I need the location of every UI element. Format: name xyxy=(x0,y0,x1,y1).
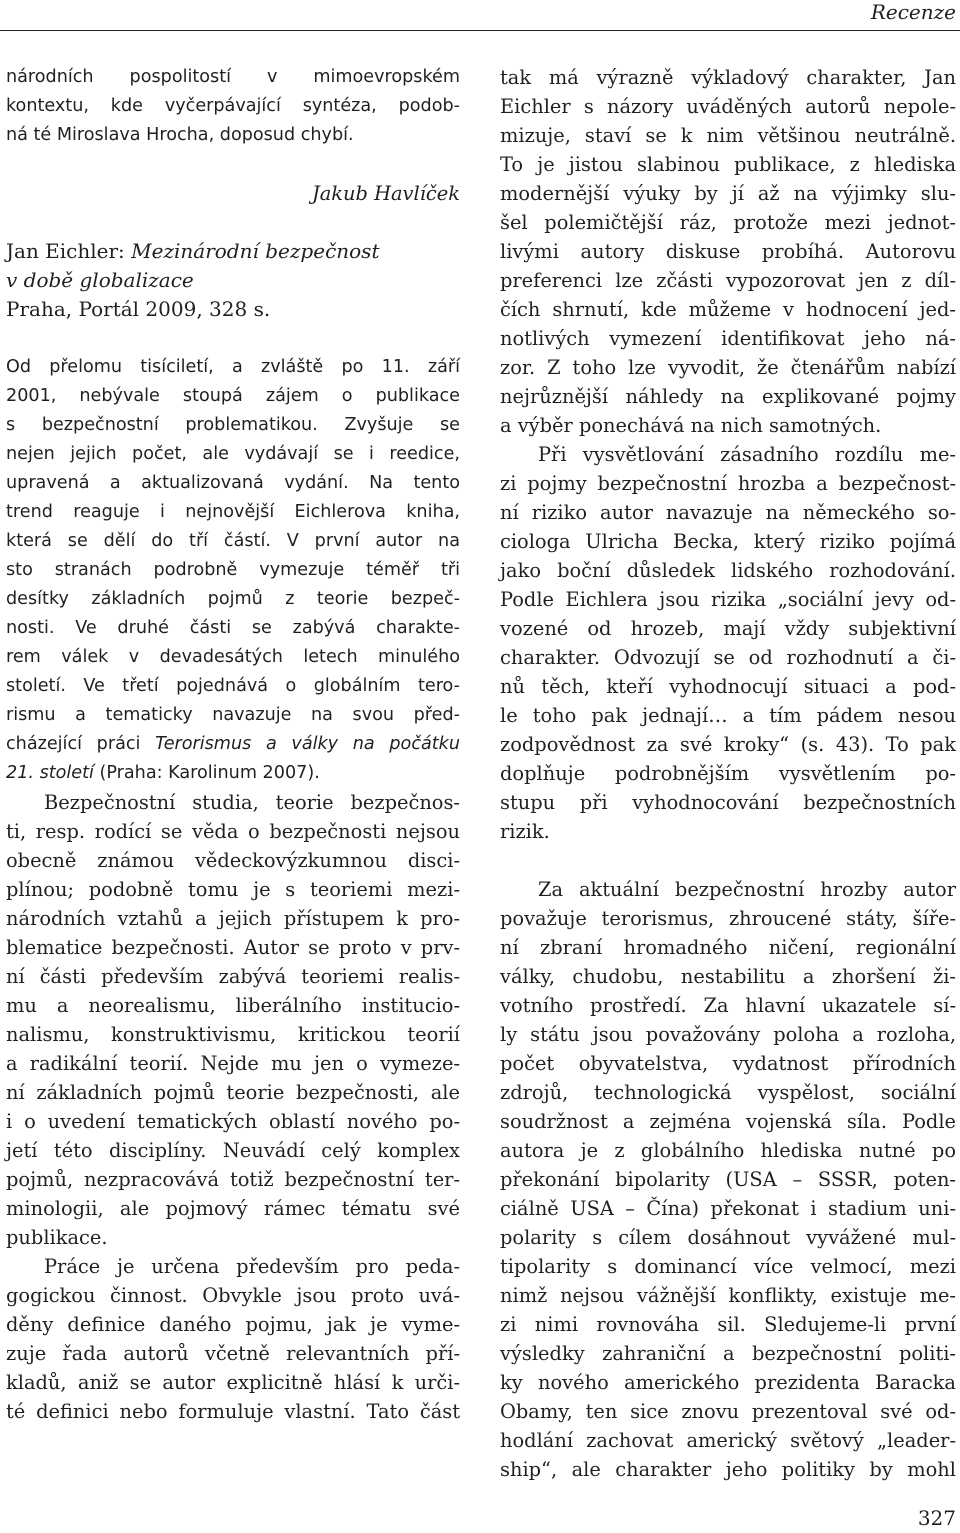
text-line: ná té Miroslava Hrocha, doposud chybí. xyxy=(6,125,354,145)
text-fragment: cházející práci xyxy=(6,734,141,754)
text-line: doplňuje podrobnějším vysvětlením po- xyxy=(500,762,956,785)
left-column xyxy=(6,63,460,1426)
text-line: minologii, ale pojmový rámec tématu své xyxy=(6,1197,460,1220)
text-line: kladů, aniž se autor explicitně hlásí k urči- xyxy=(6,1371,460,1394)
text-line xyxy=(6,759,460,788)
text-line: ky nového amerického prezidenta Baracka xyxy=(500,1371,956,1394)
text-line: šel polemičtější ráz, protože mezi jednot- xyxy=(500,211,956,234)
paragraph xyxy=(6,788,460,1252)
cited-title: Terorismus a války na počátku xyxy=(155,734,461,754)
paragraph xyxy=(6,353,460,788)
book-author-title xyxy=(6,237,460,266)
text-line: tipolarity s dominancí více velmocí, mezi xyxy=(500,1255,956,1278)
text-line: publikace. xyxy=(6,1226,108,1249)
text-line: votního prostředí. Za hlavní ukazatele sí- xyxy=(500,994,956,1017)
text-line: zi nimi rovnováha sil. Sledujeme-li první xyxy=(500,1313,956,1336)
text-line: rem válek v devadesátých letech minulého xyxy=(6,647,460,667)
text-line: zodpovědnost za své kroky“ (s. 43). To pak xyxy=(500,733,956,756)
text-line: a radikální teorií. Nejde mu jen o vymeze- xyxy=(6,1052,460,1075)
book-title-line1: Mezinárodní bezpečnost xyxy=(131,239,380,263)
page-number: 327 xyxy=(917,1506,956,1530)
text-line: té definici nebo formuluje vlastní. Tato část xyxy=(6,1400,460,1423)
text-line: blematice bezpečnosti. Autor se proto v prv- xyxy=(6,936,460,959)
text-line: považuje terorismus, zhroucené státy, šíře- xyxy=(500,907,956,930)
text-line: Eichler s názory uváděných autorů nepole- xyxy=(500,95,956,118)
paragraph xyxy=(500,875,956,1484)
text-line: ciologa Ulricha Becka, který riziko pojímá xyxy=(500,530,956,553)
text-line: desítky základních pojmů z teorie bezpeč- xyxy=(6,589,460,609)
text-line: nejrůznější náhledy na explikované pojmy xyxy=(500,385,956,408)
text-line: sto stranách podrobně vymezuje téměř tři xyxy=(6,560,460,580)
header-rule xyxy=(0,30,960,31)
text-line: národních vztahů a jejich přístupem k pro- xyxy=(6,907,460,930)
text-line: zi pojmy bezpečnostní hrozba a bezpečnost- xyxy=(500,472,956,495)
text-line: upravená a aktualizovaná vydání. Na tento xyxy=(6,473,460,493)
text-line: nimž nejsou vážnější konflikty, existuje me- xyxy=(500,1284,956,1307)
text-line: ní základních pojmů teorie bezpečnosti, ale xyxy=(6,1081,460,1104)
text-line: notlivých vymezení identifikovat jeho ná- xyxy=(500,327,956,350)
text-line: gogickou činnost. Obvykle jsou proto uvá- xyxy=(6,1284,460,1307)
text-line: Podle Eichlera jsou rizika „sociální jevy od- xyxy=(500,588,956,611)
text-line: ní riziko autor navazuje na německého so- xyxy=(500,501,956,524)
text-line: s bezpečnostní problematikou. Zvyšuje se xyxy=(6,415,460,435)
text-line: To je jistou slabinou publikace, z hlediska xyxy=(500,153,956,176)
text-line: čích shrnutí, kde můžeme v hodnocení jed- xyxy=(500,298,956,321)
text-line: zor. Z toho lze vyvodit, že čtenářům nabízí xyxy=(500,356,956,379)
text-line: zdrojů, technologická vyspělost, sociální xyxy=(500,1081,956,1104)
running-header-section: Recenze xyxy=(870,0,956,24)
text-line: národních pospolitostí v mimoevropském xyxy=(6,67,460,87)
text-line: Bezpečnostní studia, teorie bezpečnos- xyxy=(44,791,460,814)
text-line: která se dělí do tří částí. V první autor na xyxy=(6,531,460,551)
text-line: trend reaguje i nejnovější Eichlerova kniha, xyxy=(6,502,460,522)
paragraph xyxy=(500,63,956,440)
text-line: Za aktuální bezpečnostní hrozby autor xyxy=(538,878,956,901)
book-publication: Praha, Portál 2009, 328 s. xyxy=(6,297,271,321)
text-line: nalismu, konstruktivismu, kritickou teorií xyxy=(6,1023,460,1046)
text-line: 2001, nebývale stoupá zájem o publikace xyxy=(6,386,460,406)
text-line: mu a neorealismu, liberálního institucio- xyxy=(6,994,460,1017)
previous-review-tail xyxy=(6,63,460,150)
text-line: počet obyvatelstva, vydatnost přírodních xyxy=(500,1052,956,1075)
text-line: modernější výuky by jí až na výjimky slu- xyxy=(500,182,956,205)
text-line: ní zbraní hromadného ničení, regionální xyxy=(500,936,956,959)
text-line: soudržnost a zejména vojenská síla. Podle xyxy=(500,1110,956,1133)
text-line: jetí této disciplíny. Neuvádí celý komplex xyxy=(6,1139,460,1162)
text-line: Práce je určena především pro peda- xyxy=(44,1255,460,1278)
text-line: obecně známou vědeckovýzkumnou disci- xyxy=(6,849,460,872)
text-line: a výběr ponechává na nich samotných. xyxy=(500,414,882,437)
text-line: nejen jejich počet, ale vydávají se i reedice, xyxy=(6,444,460,464)
text-line: hodlání zachovat americký světový „leader- xyxy=(500,1429,956,1452)
text-line: le toho pak jednají… a tím pádem nesou xyxy=(500,704,956,727)
book-author: Jan Eichler: xyxy=(6,239,125,263)
text-line: ly státu jsou považovány poloha a rozloha, xyxy=(500,1023,956,1046)
text-line: ciálně USA – Čína) překonat i stadium uni- xyxy=(500,1197,956,1220)
text-line: polarity s cílem dosáhnout vyvážené mul- xyxy=(500,1226,956,1249)
text-line: překonání bipolarity (USA – SSSR, poten- xyxy=(500,1168,956,1191)
text-line xyxy=(6,730,460,759)
book-title-line2: v době globalizace xyxy=(6,268,194,292)
text-line: nů těch, kteří vyhodnocují situaci a pod- xyxy=(500,675,956,698)
text-line: rizik. xyxy=(500,820,550,843)
text-line: pojmů, nezpracovává totiž bezpečnostní ter- xyxy=(6,1168,460,1191)
text-fragment: (Praha: Karolinum 2007). xyxy=(99,763,320,783)
text-line: zuje řada autorů včetně relevantních pří- xyxy=(6,1342,460,1365)
paragraph xyxy=(500,440,956,846)
right-column xyxy=(500,63,956,1484)
text-line: kontextu, kde vyčerpávající syntéza, podob- xyxy=(6,96,460,116)
text-line: století. Ve třetí pojednává o globálním tero- xyxy=(6,676,460,696)
cited-title: 21. století xyxy=(6,763,94,783)
text-line: tak má výrazně výkladový charakter, Jan xyxy=(500,66,956,89)
text-line: ti, resp. rodící se věda o bezpečnosti nejsou xyxy=(6,820,460,843)
text-line: i o uvedení tematických oblastí nového po- xyxy=(6,1110,460,1133)
text-line: jako boční důsledek lidského rozhodování. xyxy=(500,559,956,582)
text-line: Při vysvětlování zásadního rozdílu me- xyxy=(538,443,956,466)
text-line: mizuje, staví se k nim většinou neutrálně. xyxy=(500,124,956,147)
text-line: plínou; podobně tomu je s teoriemi mezi- xyxy=(6,878,460,901)
paragraph xyxy=(6,1252,460,1426)
text-line: autora je z globálního hlediska nutné po xyxy=(500,1139,956,1162)
text-line: ní části především zabývá teoriemi realis- xyxy=(6,965,460,988)
text-line: nosti. Ve druhé části se zabývá charakte- xyxy=(6,618,460,638)
text-line: stupu při vyhodnocování bezpečnostních xyxy=(500,791,956,814)
text-line: děny definice daného pojmu, jak je vyme- xyxy=(6,1313,460,1336)
text-line: výsledky zahraniční a bezpečnostní politi- xyxy=(500,1342,956,1365)
previous-review-author: Jakub Havlíček xyxy=(311,182,460,205)
text-line: livými autory diskuse probíhá. Autorovu xyxy=(500,240,956,263)
text-line: Od přelomu tisíciletí, a zvláště po 11. září xyxy=(6,357,460,377)
text-line: preferenci lze zčásti vypozorovat jen z díl- xyxy=(500,269,956,292)
text-line: rismu a tematicky navazuje na svou před- xyxy=(6,705,460,725)
text-line: Obamy, ten sice znovu prezentoval své od- xyxy=(500,1400,956,1423)
text-line: charakter. Odvozují se od rozhodnutí a či- xyxy=(500,646,956,669)
text-line: ship“, ale charakter jeho politiky by mohl xyxy=(500,1458,956,1481)
book-citation xyxy=(6,237,460,324)
text-line: vozené od hrozeb, mají vždy subjektivní xyxy=(500,617,956,640)
text-line: války, chudobu, nestabilitu a zhoršení ži- xyxy=(500,965,956,988)
